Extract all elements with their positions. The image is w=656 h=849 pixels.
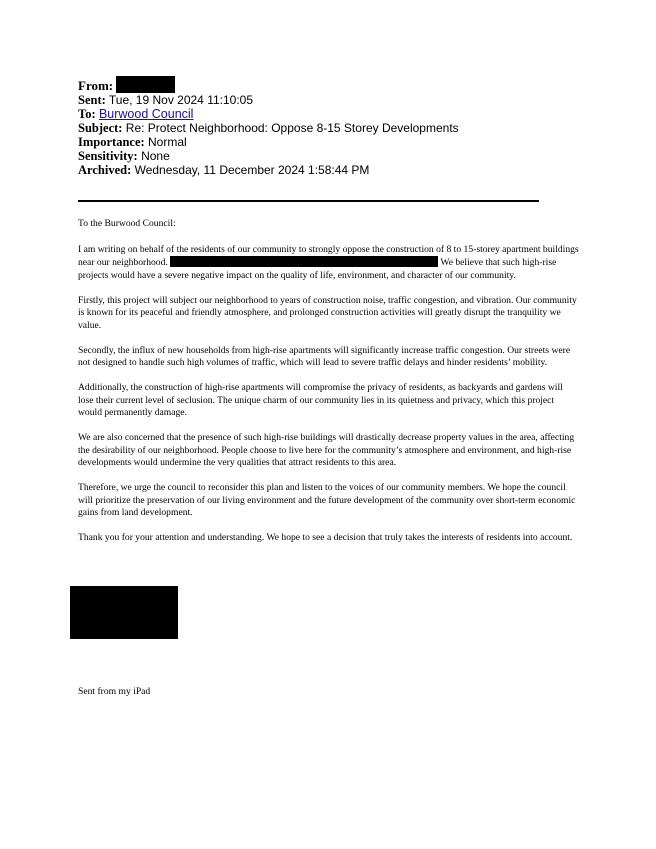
- greeting: To the Burwood Council:: [78, 218, 176, 229]
- header-divider: [78, 200, 539, 202]
- importance-value: Normal: [148, 135, 187, 149]
- to-recipient-link[interactable]: Burwood Council: [98, 107, 194, 121]
- sent-row: [78, 93, 598, 107]
- paragraph-2: Firstly, this project will subject our neighborhood to years of construction noise, traffic congestion, and vibration. Our community is known for its peaceful and friendly atmosphere, and prolonged construction activities will greatly disrupt the tranquility we value.: [78, 294, 577, 331]
- letter-body: [78, 218, 580, 557]
- paragraph-1-start: I am writing on behalf of the residents of our community to strongly oppose the construction of 8 to 15-storey apartment buildings near our neighborhood.: [78, 243, 579, 268]
- paragraph-7: Thank you for your attention and understanding. We hope to see a decision that truly takes the interests of residents into account.: [78, 532, 573, 543]
- importance-row: [78, 135, 598, 149]
- email-header: [78, 76, 598, 177]
- paragraph-5: We are also concerned that the presence of such high-rise buildings will drastically decrease property values in the area, affecting the desirability of our neighborhood. People choose to live here for the community’s atmosphere and environment, and high-rise developments would undermine the very qualities that attract residents to this area.: [78, 432, 575, 468]
- sender-redaction: [116, 76, 175, 93]
- subject-value: Re: Protect Neighborhood: Oppose 8-15 Storey Developments: [125, 121, 459, 135]
- sensitivity-label: Sensitivity:: [78, 149, 138, 163]
- archived-value: Wednesday, 11 December 2024 1:58:44 PM: [134, 163, 370, 177]
- subject-label: Subject:: [78, 121, 123, 135]
- to-row: [78, 107, 598, 121]
- from-row: [78, 76, 598, 93]
- importance-label: Importance:: [78, 135, 145, 149]
- paragraph-4: Additionally, the construction of high-rise apartments will compromise the privacy of residents, as backyards and gardens will lose their current level of seclusion. The unique charm of our community lies in its quietness and privacy, which this project would permanently damage.: [78, 382, 563, 418]
- from-label: From:: [78, 78, 114, 93]
- paragraph-1: [78, 244, 580, 283]
- paragraph-1-end: We believe that such high-rise projects would have a severe negative impact on the quality of life, environment, and character of our community.: [78, 257, 557, 281]
- sensitivity-row: [78, 149, 598, 163]
- sent-label: Sent:: [78, 93, 106, 107]
- signoff: Sent from my iPad: [78, 686, 151, 697]
- paragraph-6: Therefore, we urge the council to reconsider this plan and listen to the voices of our community members. We hope the council will prioritize the preservation of our living environment and the future development of the community over short-term economic gains from land development.: [78, 482, 576, 518]
- signature-redaction: [70, 586, 178, 639]
- sent-value: Tue, 19 Nov 2024 11:10:05: [108, 93, 254, 107]
- archived-label: Archived:: [78, 163, 132, 177]
- archived-row: [78, 163, 598, 177]
- sensitivity-value: None: [141, 149, 170, 163]
- to-label: To:: [78, 107, 96, 121]
- subject-row: [78, 121, 598, 135]
- paragraph-3: Secondly, the influx of new households from high-rise apartments will significantly increase traffic congestion. Our streets were not designed to handle such high volumes of traffic, which will lead to severe traffic delays and hinder residents’ mobility.: [78, 344, 571, 368]
- inline-redaction: [170, 256, 438, 267]
